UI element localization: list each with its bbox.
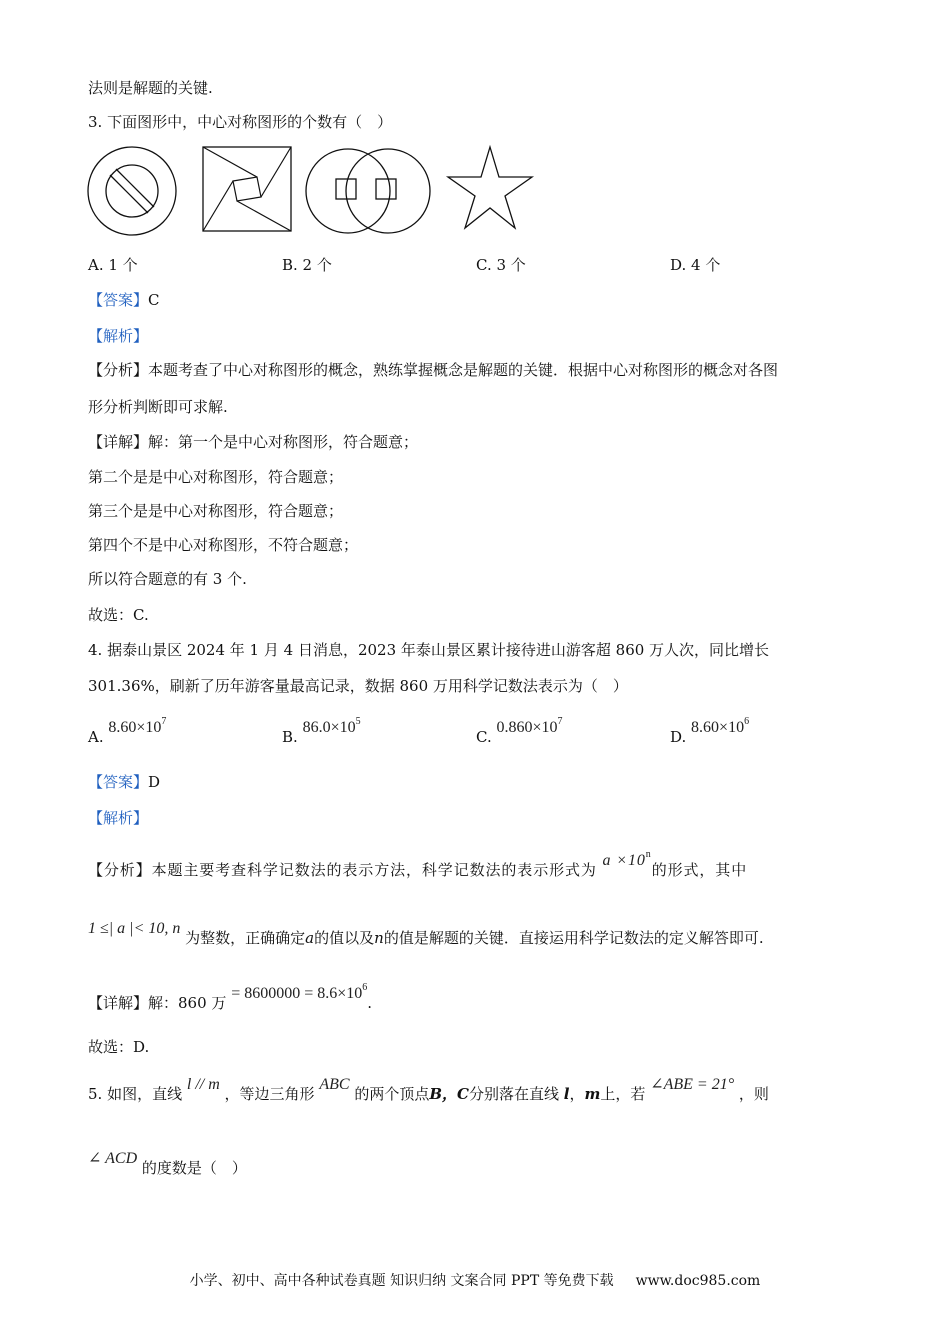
calc-expression	[231, 982, 368, 1002]
q4-option-a[interactable]	[88, 716, 167, 748]
q4-fenxi-line-2	[88, 920, 764, 949]
question-5-stem-line-1	[88, 1076, 769, 1105]
angle-abe: ∠ABE = 21°	[650, 1076, 735, 1093]
option-expression	[302, 716, 361, 736]
q3-option-d[interactable]: D. 4 个	[670, 256, 721, 274]
q4-analysis-tag: 【解析】	[88, 809, 149, 827]
comma: ，	[569, 1085, 585, 1103]
answer-tag: 【答案】	[88, 773, 149, 791]
q4-option-b[interactable]	[282, 716, 361, 748]
figure-circle-with-slash	[86, 145, 180, 239]
exponent: 7	[557, 716, 563, 727]
question-4-stem-line-1: 4. 据泰山景区 2024 年 1 月 4 日消息，2023 年泰山景区累计接待进山游客超 860 万人次，同比增长	[88, 641, 770, 659]
q3-xiangjie-line-4: 第四个不是中心对称图形，不符合题意；	[88, 536, 359, 554]
calc-exp: 6	[362, 982, 368, 993]
var-a: a	[305, 929, 315, 947]
angle-acd: ∠ ACD	[88, 1150, 138, 1167]
q5-text: 上，若	[600, 1085, 646, 1103]
footer-text: 小学、初中、高中各种试卷真题 知识归纳 文案合同 PPT 等免费下载	[189, 1273, 614, 1289]
fenxi-text: 的值是解题的关键．直接运用科学记数法的定义解答即可.	[383, 929, 764, 947]
q5-text: 分别落在直线	[469, 1085, 560, 1103]
parallel-expression: l // m	[186, 1076, 220, 1093]
fenxi-text: 本题考查了中心对称图形的概念，熟练掌握概念是解题的关键．根据中心对称图形的概念对各图	[148, 361, 779, 379]
figure-star	[444, 144, 536, 234]
var-n: n	[374, 929, 384, 947]
option-letter: C.	[476, 728, 492, 746]
xiangjie-text: 解：第一个是中心对称图形，符合题意；	[148, 433, 419, 451]
sci-notation-form	[602, 849, 652, 869]
fenxi-text: 本题主要考查科学记数法的表示方法，科学记数法的表示形式为	[151, 861, 597, 879]
question-5-stem-line-2	[88, 1150, 247, 1179]
q5-text: 的度数是（ ）	[141, 1159, 247, 1177]
q3-option-b[interactable]: B. 2 个	[282, 256, 332, 274]
q3-fenxi-line-2: 形分析判断即可求解.	[88, 398, 228, 416]
q3-option-c[interactable]: C. 3 个	[476, 256, 526, 274]
answer-tag: 【答案】	[88, 291, 149, 309]
exponent: 7	[161, 716, 167, 727]
exponent: 5	[355, 716, 361, 727]
q3-xiangjie-line-1	[88, 432, 418, 452]
q5-text: ，等边三角形	[224, 1085, 315, 1103]
q3-xiangjie-line-2: 第二个是是中心对称图形，符合题意；	[88, 468, 344, 486]
var-m: m	[584, 1085, 601, 1103]
option-letter: A.	[88, 728, 104, 746]
q5-text: 5. 如图，直线	[88, 1085, 183, 1103]
option-expression	[108, 716, 167, 736]
q4-option-c[interactable]	[476, 716, 563, 748]
q5-text: 的两个顶点	[354, 1085, 430, 1103]
q3-option-a[interactable]: A. 1 个	[88, 256, 138, 274]
xiangjie-tag: 【详解】	[88, 433, 149, 451]
mantissa: 86.0×10	[302, 719, 356, 736]
fenxi-tag: 【分析】	[88, 361, 149, 379]
mantissa: 0.860×10	[496, 719, 558, 736]
period: .	[367, 994, 373, 1012]
xiangjie-tag: 【详解】	[88, 994, 149, 1012]
xiangjie-text: 解：860 万	[148, 994, 227, 1012]
q3-xiangjie-line-3: 第三个是是中心对称图形，符合题意；	[88, 502, 344, 520]
q4-fenxi-line-1	[88, 849, 748, 881]
option-letter: D.	[670, 728, 687, 746]
fenxi-text-tail: 的形式，其中	[651, 861, 748, 879]
figure-two-circles-squares	[304, 145, 432, 237]
fenxi-text: 为整数，正确确定	[185, 929, 306, 947]
var-c: ，C	[442, 1085, 469, 1103]
q4-conclusion: 故选：D.	[88, 1038, 150, 1056]
page-footer	[0, 1270, 950, 1290]
option-letter: B.	[282, 728, 298, 746]
answer-value: C	[148, 291, 160, 309]
triangle-name: ABC	[319, 1076, 350, 1093]
question-3-stem: 3. 下面图形中，中心对称图形的个数有（ ）	[88, 113, 393, 131]
fenxi-text: 的值以及	[314, 929, 375, 947]
answer-value: D	[148, 773, 161, 791]
q5-text: ，则	[738, 1085, 769, 1103]
var-b: B	[429, 1085, 443, 1103]
calc-body: = 8600000 = 8.6×10	[231, 985, 363, 1002]
mantissa: 8.60×10	[691, 719, 745, 736]
figure-square-pinwheel	[201, 145, 295, 235]
exponent: 6	[744, 716, 750, 727]
sci-exp: n	[645, 849, 652, 860]
q3-analysis-tag: 【解析】	[88, 327, 149, 345]
q3-xiangjie-line-5: 所以符合题意的有 3 个.	[88, 570, 247, 588]
option-expression	[496, 716, 563, 736]
q4-answer	[88, 772, 160, 792]
q4-option-d[interactable]	[670, 716, 750, 748]
question-4-stem-line-2: 301.36%，刷新了历年游客量最高记录，数据 860 万用科学记数法表示为（ ）	[88, 677, 628, 695]
q3-answer	[88, 290, 160, 310]
footer-url[interactable]: www.doc985.com	[635, 1273, 761, 1289]
text-line: 法则是解题的关键.	[88, 79, 213, 97]
q3-fenxi-line-1	[88, 360, 778, 380]
sci-base: a ×10	[602, 852, 646, 869]
mantissa: 8.60×10	[108, 719, 162, 736]
range-expression: 1 ≤| a |< 10, n	[88, 920, 181, 937]
option-expression	[691, 716, 750, 736]
var-l: l	[563, 1085, 570, 1103]
q4-xiangjie	[88, 982, 373, 1014]
fenxi-tag: 【分析】	[88, 861, 152, 879]
q3-conclusion: 故选：C.	[88, 606, 149, 624]
